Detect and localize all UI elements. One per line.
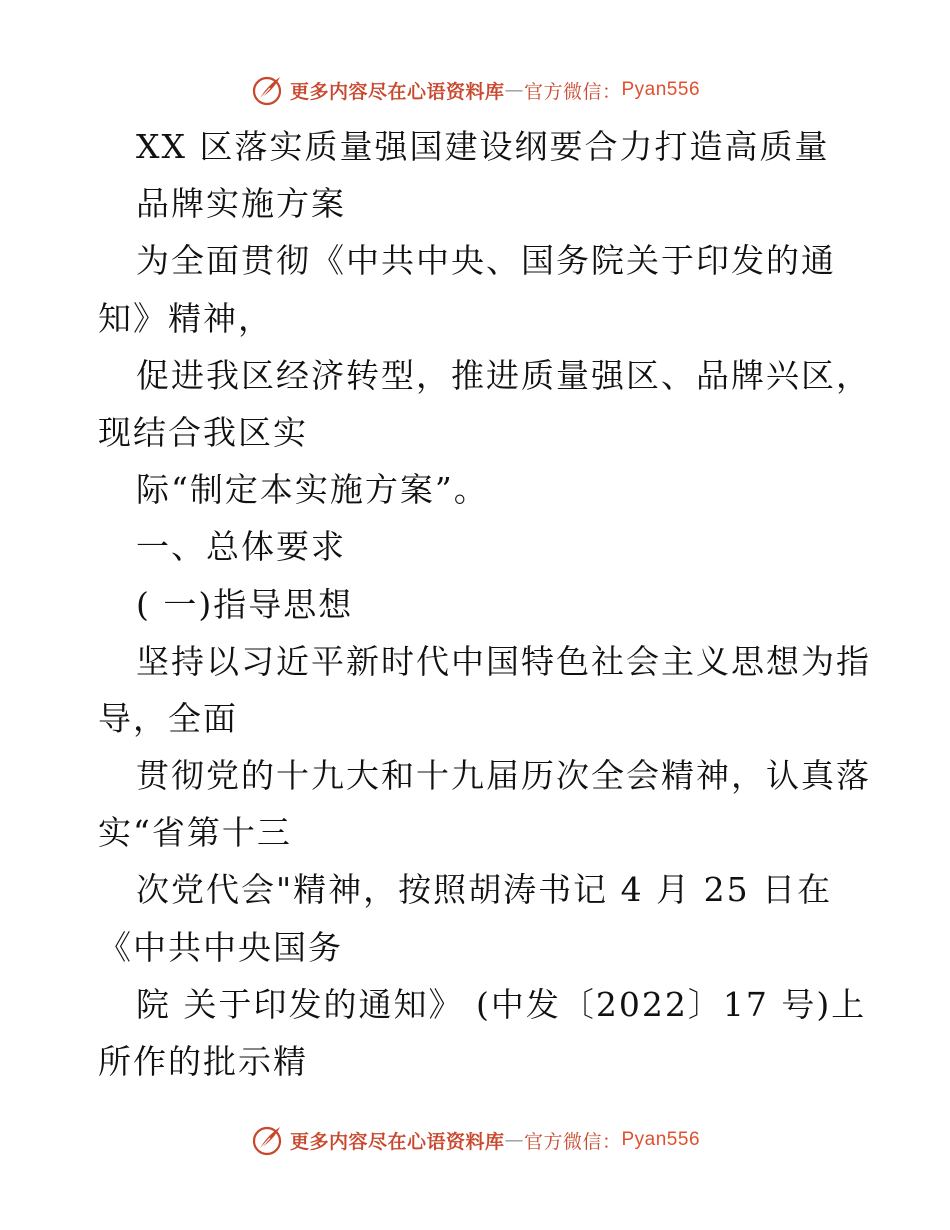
doc-line: 导，全面: [98, 698, 238, 738]
doc-line: 知》精神，: [98, 298, 273, 338]
doc-line: XX 区落实质量强国建设纲要合力打造高质量: [136, 127, 830, 166]
watermark-dash: —: [504, 79, 524, 101]
doc-line: 实“省第十三: [98, 813, 292, 853]
doc-line: 《中共中央国务: [98, 927, 343, 967]
document-body: [98, 118, 871, 1090]
doc-line: 现结合我区实: [98, 412, 308, 452]
header-watermark: [0, 70, 950, 110]
watermark-text: 更多内容尽在心语资料库: [289, 80, 505, 103]
doc-line: 院 关于印发的通知》 (中发〔2022〕17 号)上: [136, 984, 867, 1024]
feather-quill-circle-icon: [250, 73, 284, 107]
doc-line: 坚持以习近平新时代中国特色社会主义思想为指: [136, 641, 871, 681]
doc-line: 为全面贯彻《中共中央、国务院关于印发的通: [136, 241, 836, 281]
section-heading: 一、总体要求: [136, 527, 346, 567]
footer-watermark: [0, 1120, 950, 1160]
doc-line: 贯彻党的十九大和十九届历次全会精神，认真落: [136, 756, 871, 796]
doc-line: 次党代会"精神，按照胡涛书记 4 月 25 日在: [136, 870, 833, 910]
watermark-dash: —: [504, 1129, 524, 1151]
doc-line: 品牌实施方案: [136, 184, 346, 224]
watermark-id: Pyan556: [621, 1129, 701, 1150]
subsection-heading: ( 一)指导思想: [136, 584, 354, 624]
doc-line: 际“制定本实施方案”。: [136, 470, 489, 510]
doc-line: 所作的批示精: [98, 1042, 308, 1081]
watermark-text: 更多内容尽在心语资料库: [289, 1130, 505, 1153]
doc-line: 促进我区经济转型，推进质量强区、品牌兴区，: [136, 355, 871, 395]
watermark-id: Pyan556: [621, 79, 701, 100]
watermark-label: 官方微信：: [523, 80, 622, 103]
feather-quill-circle-icon: [250, 1123, 284, 1157]
watermark-label: 官方微信：: [523, 1130, 622, 1153]
